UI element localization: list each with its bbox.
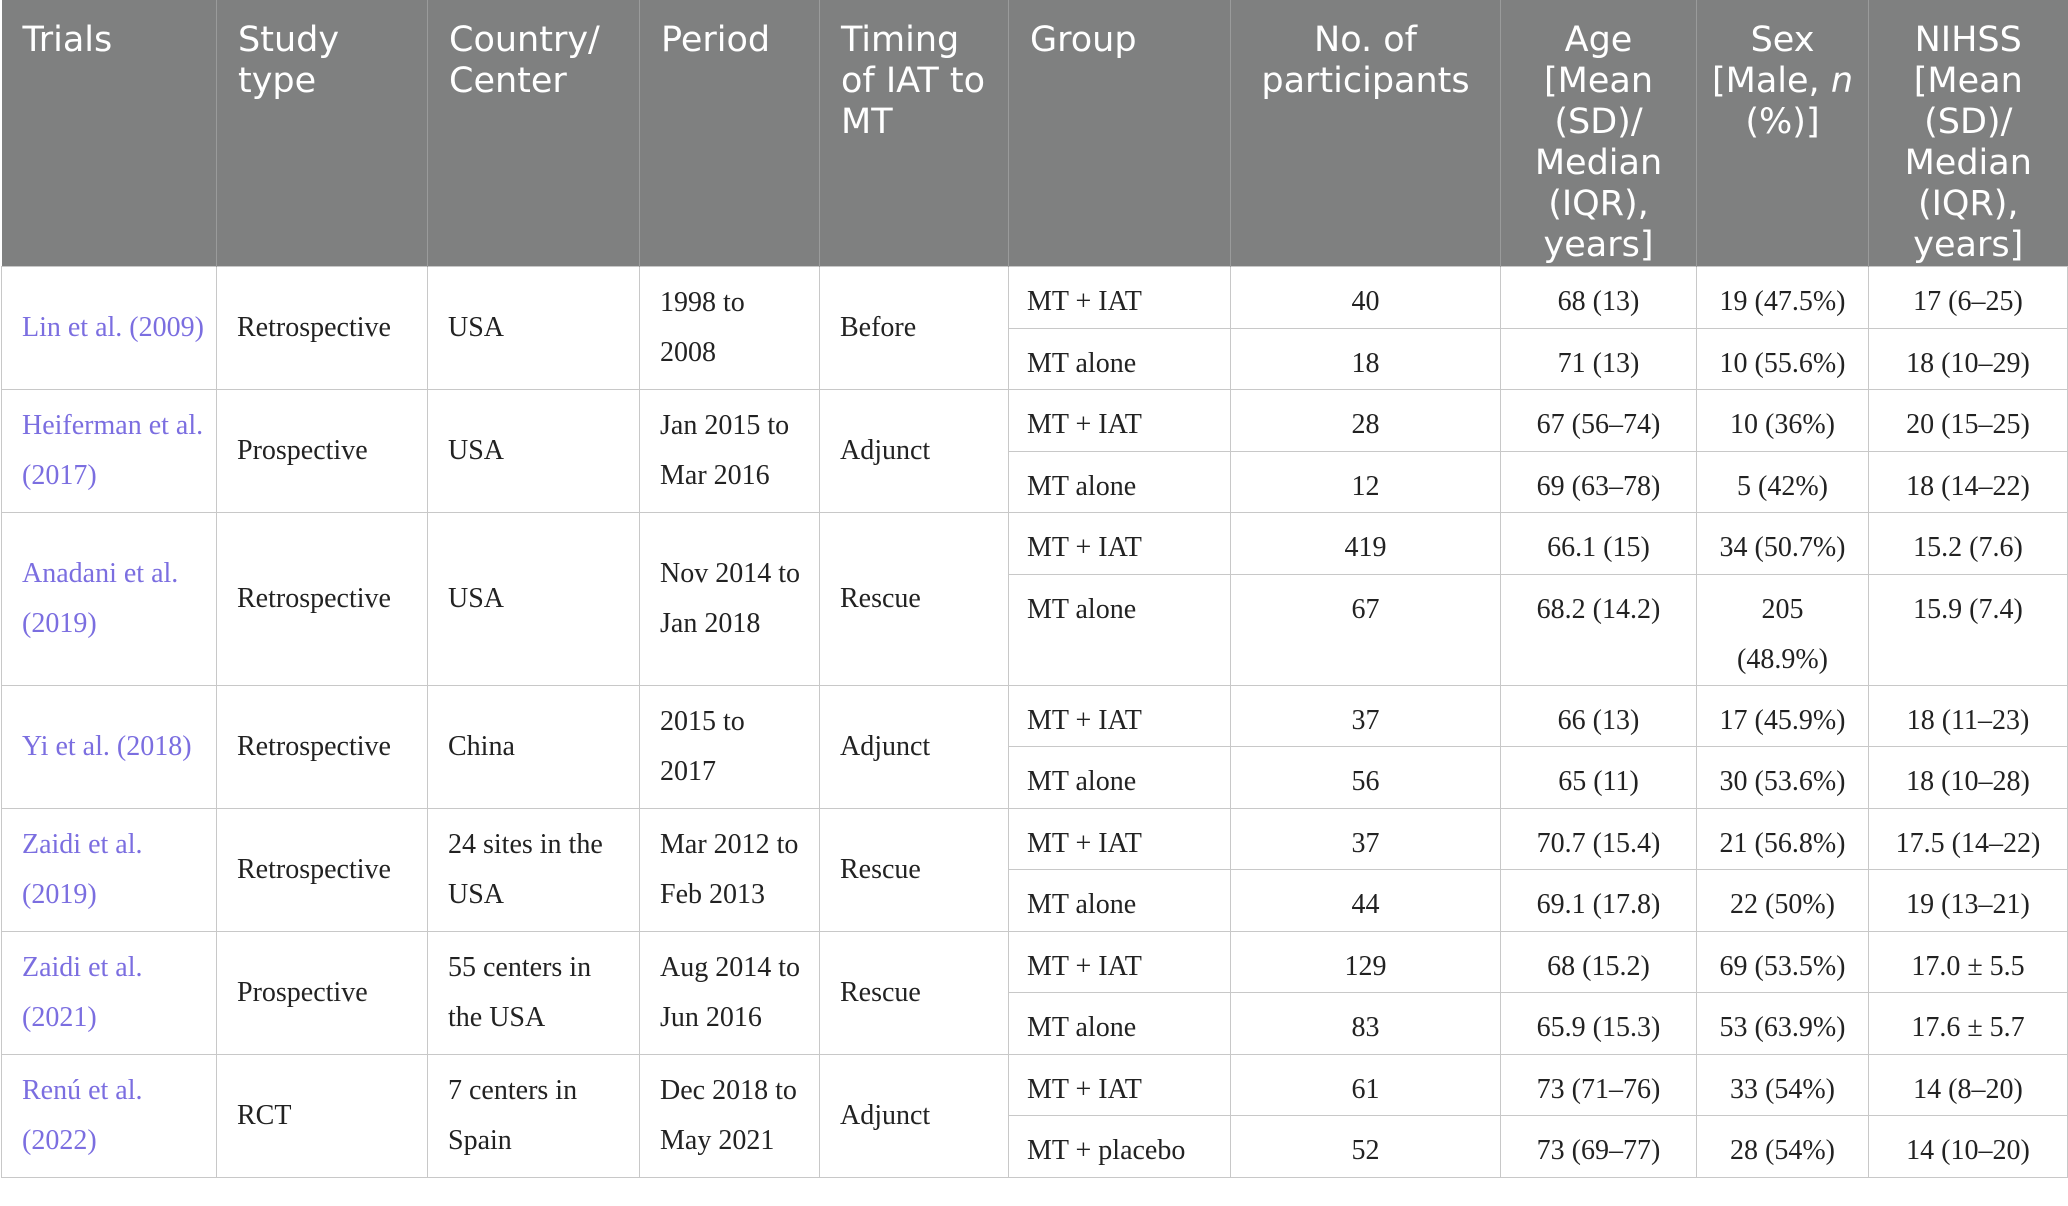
study-type-cell: Retrospective (217, 513, 428, 686)
sex-cell: 205 (48.9%) (1697, 574, 1869, 685)
participants-cell: 56 (1231, 747, 1501, 809)
age-cell: 68.2 (14.2) (1501, 574, 1697, 685)
header-group: Group (1009, 0, 1231, 267)
group-cell: MT + IAT (1009, 685, 1231, 747)
sex-cell: 33 (54%) (1697, 1054, 1869, 1116)
participants-cell: 40 (1231, 267, 1501, 329)
age-cell: 68 (13) (1501, 267, 1697, 329)
country-cell: 24 sites in the USA (428, 808, 640, 931)
participants-cell: 28 (1231, 390, 1501, 452)
nihss-cell: 14 (10–20) (1869, 1116, 2068, 1178)
age-cell: 66.1 (15) (1501, 513, 1697, 575)
timing-cell: Rescue (820, 513, 1009, 686)
group-cell: MT alone (1009, 328, 1231, 390)
study-type-cell: Retrospective (217, 808, 428, 931)
sex-cell: 21 (56.8%) (1697, 808, 1869, 870)
nihss-cell: 14 (8–20) (1869, 1054, 2068, 1116)
header-sex (1697, 0, 1869, 267)
age-cell: 71 (13) (1501, 328, 1697, 390)
header-nihss: NIHSS [Mean (SD)/ Median (IQR), years] (1869, 0, 2068, 267)
age-cell: 70.7 (15.4) (1501, 808, 1697, 870)
study-type-cell: Retrospective (217, 685, 428, 808)
group-cell: MT + IAT (1009, 267, 1231, 329)
trial-name-link[interactable]: Yi et al. (2018) (2, 685, 217, 808)
nihss-cell: 17.5 (14–22) (1869, 808, 2068, 870)
nihss-cell: 17 (6–25) (1869, 267, 2068, 329)
age-cell: 68 (15.2) (1501, 931, 1697, 993)
sex-cell: 10 (55.6%) (1697, 328, 1869, 390)
age-cell: 65 (11) (1501, 747, 1697, 809)
header-sex-prefix: Sex [Male, (1711, 20, 1820, 101)
trial-name-link[interactable]: Heiferman et al. (2017) (2, 390, 217, 513)
group-cell: MT + IAT (1009, 808, 1231, 870)
header-country: Country/ Center (428, 0, 640, 267)
sex-cell: 69 (53.5%) (1697, 931, 1869, 993)
header-sex-suffix: (%)] (1745, 102, 1820, 142)
age-cell: 65.9 (15.3) (1501, 993, 1697, 1055)
age-cell: 69 (63–78) (1501, 451, 1697, 513)
period-cell: Nov 2014 to Jan 2018 (640, 513, 820, 686)
country-cell: USA (428, 513, 640, 686)
age-cell: 66 (13) (1501, 685, 1697, 747)
sex-cell: 17 (45.9%) (1697, 685, 1869, 747)
sex-cell: 19 (47.5%) (1697, 267, 1869, 329)
trial-name-link[interactable]: Anadani et al. (2019) (2, 513, 217, 686)
header-age: Age [Mean (SD)/ Median (IQR), years] (1501, 0, 1697, 267)
study-type-cell: RCT (217, 1054, 428, 1177)
age-cell: 73 (69–77) (1501, 1116, 1697, 1178)
country-cell: 55 centers in the USA (428, 931, 640, 1054)
nihss-cell: 19 (13–21) (1869, 870, 2068, 932)
participants-cell: 44 (1231, 870, 1501, 932)
group-cell: MT alone (1009, 870, 1231, 932)
timing-cell: Rescue (820, 931, 1009, 1054)
timing-cell: Adjunct (820, 1054, 1009, 1177)
country-cell: China (428, 685, 640, 808)
group-cell: MT alone (1009, 993, 1231, 1055)
period-cell: 2015 to 2017 (640, 685, 820, 808)
group-cell: MT alone (1009, 747, 1231, 809)
nihss-cell: 15.9 (7.4) (1869, 574, 2068, 685)
group-cell: MT + IAT (1009, 1054, 1231, 1116)
trial-name-link[interactable]: Lin et al. (2009) (2, 267, 217, 390)
timing-cell: Before (820, 267, 1009, 390)
period-cell: Mar 2012 to Feb 2013 (640, 808, 820, 931)
group-cell: MT + IAT (1009, 931, 1231, 993)
participants-cell: 52 (1231, 1116, 1501, 1178)
sex-cell: 30 (53.6%) (1697, 747, 1869, 809)
nihss-cell: 17.6 ± 5.7 (1869, 993, 2068, 1055)
sex-cell: 34 (50.7%) (1697, 513, 1869, 575)
study-type-cell: Prospective (217, 931, 428, 1054)
age-cell: 73 (71–76) (1501, 1054, 1697, 1116)
header-period: Period (640, 0, 820, 267)
sex-cell: 53 (63.9%) (1697, 993, 1869, 1055)
trial-name-link[interactable]: Zaidi et al. (2021) (2, 931, 217, 1054)
table-row (2, 931, 2068, 993)
sex-cell: 22 (50%) (1697, 870, 1869, 932)
nihss-cell: 20 (15–25) (1869, 390, 2068, 452)
participants-cell: 37 (1231, 808, 1501, 870)
header-sex-n: n (1830, 61, 1853, 101)
age-cell: 69.1 (17.8) (1501, 870, 1697, 932)
participants-cell: 18 (1231, 328, 1501, 390)
period-cell: Jan 2015 to Mar 2016 (640, 390, 820, 513)
study-type-cell: Retrospective (217, 267, 428, 390)
group-cell: MT alone (1009, 451, 1231, 513)
nihss-cell: 18 (11–23) (1869, 685, 2068, 747)
trial-name-link[interactable]: Zaidi et al. (2019) (2, 808, 217, 931)
group-cell: MT + IAT (1009, 513, 1231, 575)
trial-name-link[interactable]: Renú et al. (2022) (2, 1054, 217, 1177)
country-cell: 7 centers in Spain (428, 1054, 640, 1177)
table-row (2, 1054, 2068, 1116)
timing-cell: Rescue (820, 808, 1009, 931)
nihss-cell: 15.2 (7.6) (1869, 513, 2068, 575)
table-row (2, 808, 2068, 870)
group-cell: MT alone (1009, 574, 1231, 685)
sex-cell: 5 (42%) (1697, 451, 1869, 513)
age-cell: 67 (56–74) (1501, 390, 1697, 452)
period-cell: Dec 2018 to May 2021 (640, 1054, 820, 1177)
header-trials: Trials (2, 0, 217, 267)
header-participants: No. of participants (1231, 0, 1501, 267)
nihss-cell: 18 (10–29) (1869, 328, 2068, 390)
period-cell: 1998 to 2008 (640, 267, 820, 390)
participants-cell: 419 (1231, 513, 1501, 575)
timing-cell: Adjunct (820, 390, 1009, 513)
country-cell: USA (428, 390, 640, 513)
table-row (2, 390, 2068, 452)
nihss-cell: 18 (14–22) (1869, 451, 2068, 513)
period-cell: Aug 2014 to Jun 2016 (640, 931, 820, 1054)
group-cell: MT + placebo (1009, 1116, 1231, 1178)
header-study-type: Study type (217, 0, 428, 267)
sex-cell: 10 (36%) (1697, 390, 1869, 452)
group-cell: MT + IAT (1009, 390, 1231, 452)
country-cell: USA (428, 267, 640, 390)
participants-cell: 83 (1231, 993, 1501, 1055)
participants-cell: 129 (1231, 931, 1501, 993)
study-type-cell: Prospective (217, 390, 428, 513)
table-row (2, 513, 2068, 575)
trials-table (1, 0, 2068, 1178)
timing-cell: Adjunct (820, 685, 1009, 808)
header-row (2, 0, 2068, 267)
table-row (2, 267, 2068, 329)
nihss-cell: 18 (10–28) (1869, 747, 2068, 809)
participants-cell: 12 (1231, 451, 1501, 513)
table-row (2, 685, 2068, 747)
participants-cell: 37 (1231, 685, 1501, 747)
participants-cell: 67 (1231, 574, 1501, 685)
participants-cell: 61 (1231, 1054, 1501, 1116)
nihss-cell: 17.0 ± 5.5 (1869, 931, 2068, 993)
sex-cell: 28 (54%) (1697, 1116, 1869, 1178)
header-timing: Timing of IAT to MT (820, 0, 1009, 267)
